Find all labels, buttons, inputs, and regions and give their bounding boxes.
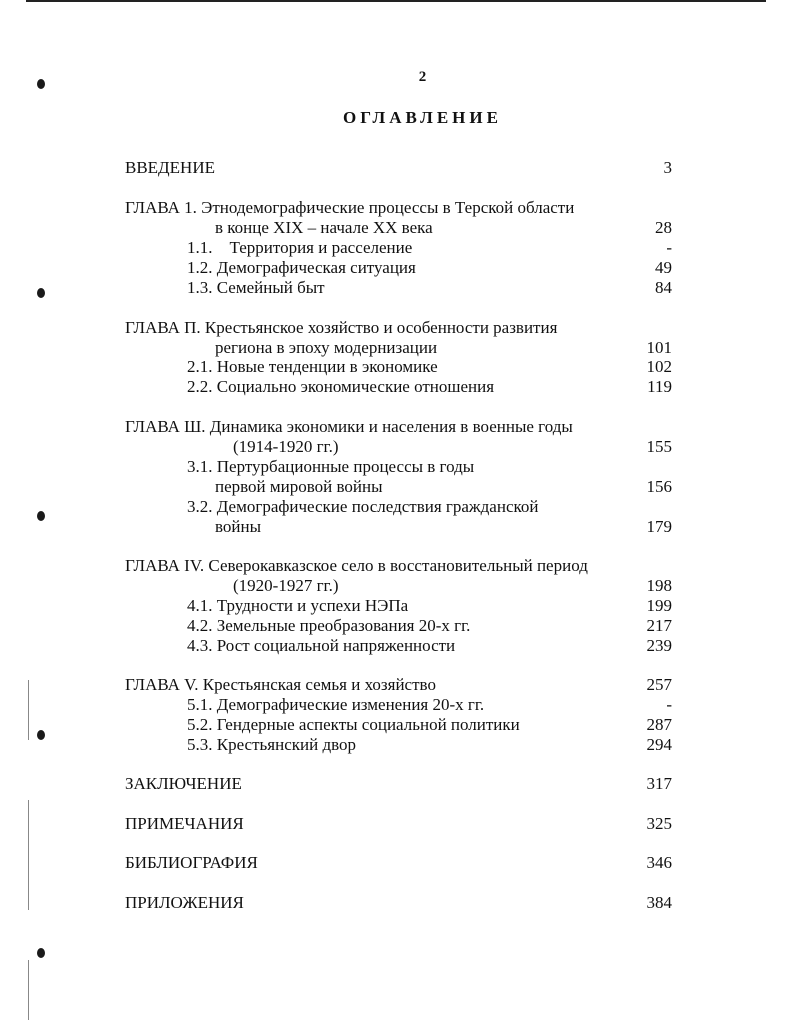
section-3-2: 3.2. Демографические последствия гражданской [187,497,539,516]
section-4-2: 4.2. Земельные преобразования 20-х гг. [187,616,471,635]
toc-entry-notes: ПРИМЕЧАНИЯ [125,814,244,833]
section-5-1-page: - [666,695,672,714]
chapter-5-page: 257 [646,675,672,694]
chapter-4-page: 198 [646,576,672,595]
section-4-3-page: 239 [646,636,672,655]
toc-page-notes: 325 [646,814,672,833]
toc-page-intro: 3 [663,158,672,177]
binder-hole [37,288,45,298]
section-5-2-page: 287 [646,715,672,734]
section-3-1-page: 156 [646,477,672,496]
scan-top-edge [26,0,766,2]
toc-title: ОГЛАВЛЕНИЕ [343,108,502,127]
chapter-4-title: ГЛАВА IV. Северокавказское село в восстановительный период [125,556,588,575]
binder-hole [37,948,45,958]
section-4-2-page: 217 [646,616,672,635]
section-3-2-cont: войны [215,517,262,536]
toc-entry-intro: ВВЕДЕНИЕ [125,158,215,177]
scan-edge-mark [28,680,29,740]
section-5-2: 5.2. Гендерные аспекты социальной политики [187,715,520,734]
section-1-3-page: 84 [655,278,672,297]
section-3-2-page: 179 [646,517,672,536]
scan-edge-mark [28,800,29,910]
chapter-2-title-cont: региона в эпоху модернизации [215,338,438,357]
chapter-2-page: 101 [646,338,672,357]
section-5-1: 5.1. Демографические изменения 20-х гг. [187,695,485,714]
section-2-2: 2.2. Социально экономические отношения [187,377,495,396]
chapter-1-page: 28 [655,218,672,237]
section-1-1: 1.1. Территория и расселение [187,238,413,257]
section-5-3: 5.3. Крестьянский двор [187,735,357,754]
toc-entry-bibliography: БИБЛИОГРАФИЯ [125,853,258,872]
binder-hole [37,730,45,740]
toc-page-bibliography: 346 [646,853,672,872]
section-2-1: 2.1. Новые тенденции в экономике [187,357,438,376]
chapter-1-title: ГЛАВА 1. Этнодемографические процессы в Терской области [125,198,575,217]
chapter-3-title-cont: (1914-1920 гг.) [233,437,339,456]
toc-page-appendices: 384 [646,893,672,912]
chapter-3-title: ГЛАВА Ш. Динамика экономики и населения в военные годы [125,417,573,436]
section-5-3-page: 294 [646,735,672,754]
scan-edge-mark [28,960,29,1020]
chapter-3-page: 155 [646,437,672,456]
section-2-1-page: 102 [646,357,672,376]
section-3-1-cont: первой мировой войны [215,477,383,496]
chapter-1-title-cont: в конце XIX – начале XX века [215,218,433,237]
section-1-1-page: - [666,238,672,257]
section-1-2: 1.2. Демографическая ситуация [187,258,416,277]
section-4-1-page: 199 [646,596,672,615]
toc-entry-conclusion: ЗАКЛЮЧЕНИЕ [125,774,242,793]
section-4-3: 4.3. Рост социальной напряженности [187,636,456,655]
section-2-2-page: 119 [647,377,672,396]
toc-entry-appendices: ПРИЛОЖЕНИЯ [125,893,244,912]
chapter-2-title: ГЛАВА П. Крестьянское хозяйство и особенности развития [125,318,558,337]
section-1-3: 1.3. Семейный быт [187,278,325,297]
binder-hole [37,511,45,521]
chapter-4-title-cont: (1920-1927 гг.) [233,576,339,595]
section-4-1: 4.1. Трудности и успехи НЭПа [187,596,409,615]
chapter-5-title: ГЛАВА V. Крестьянская семья и хозяйство [125,675,436,694]
section-1-2-page: 49 [655,258,672,277]
page-number: 2 [418,69,427,85]
toc-page-conclusion: 317 [646,774,672,793]
section-3-1: 3.1. Пертурбационные процессы в годы [187,457,475,476]
